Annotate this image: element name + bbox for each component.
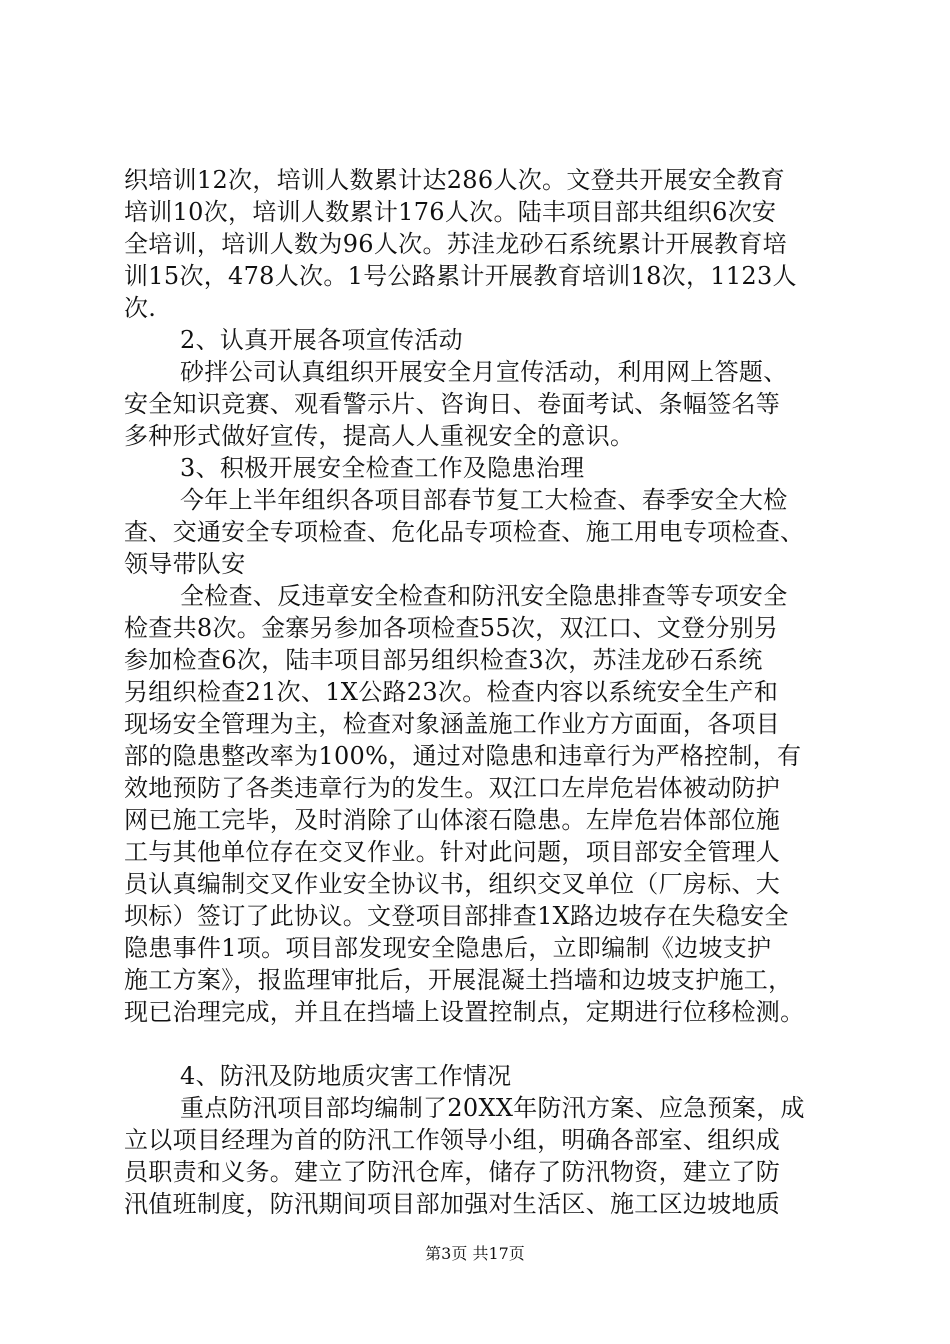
page-number-footer: 第3页 共17页 bbox=[425, 1244, 525, 1263]
text-line: 员职责和义务。建立了防汛仓库，储存了防汛物资，建立了防 bbox=[124, 1158, 781, 1186]
text-line: 网已施工完毕，及时消除了山体滚石隐患。左岸危岩体部位施 bbox=[124, 806, 781, 834]
body-text bbox=[124, 164, 836, 1220]
text-line: 现场安全管理为主，检查对象涵盖施工作业方方面面，各项目 bbox=[124, 710, 781, 738]
text-line: 织培训12次，培训人数累计达286人次。文登共开展安全教育 bbox=[124, 166, 786, 194]
text-line: 全检查、反违章安全检查和防汛安全隐患排查等专项安全 bbox=[180, 582, 788, 610]
section-heading: 2、认真开展各项宣传活动 bbox=[180, 326, 463, 354]
text-line: 效地预防了各类违章行为的发生。双江口左岸危岩体被动防护 bbox=[124, 774, 781, 802]
text-line: 员认真编制交叉作业安全协议书，组织交叉单位（厂房标、大 bbox=[124, 870, 781, 898]
text-line: 多种形式做好宣传，提高人人重视安全的意识。 bbox=[124, 422, 635, 450]
text-line: 立以项目经理为首的防汛工作领导小组，明确各部室、组织成 bbox=[124, 1126, 781, 1154]
text-line: 检查共8次。金寨另参加各项检查55次，双江口、文登分别另 bbox=[124, 614, 779, 642]
text-line: 工与其他单位存在交叉作业。针对此问题，项目部安全管理人 bbox=[124, 838, 781, 866]
text-line: 汛值班制度，防汛期间项目部加强对生活区、施工区边坡地质 bbox=[124, 1190, 781, 1218]
text-line: 另组织检查21次、1X公路23次。检查内容以系统安全生产和 bbox=[124, 678, 779, 706]
section-heading: 4、防汛及防地质灾害工作情况 bbox=[180, 1062, 512, 1090]
text-line: 训15次，478人次。1号公路累计开展教育培训18次，1123人 bbox=[124, 262, 797, 290]
section-heading: 3、积极开展安全检查工作及隐患治理 bbox=[180, 454, 585, 482]
text-line: 全培训，培训人数为96人次。苏洼龙砂石系统累计开展教育培 bbox=[124, 230, 787, 258]
text-line: 施工方案》，报监理审批后，开展混凝土挡墙和边坡支护施工， bbox=[124, 966, 793, 994]
text-line: 今年上半年组织各项目部春节复工大检查、春季安全大检 bbox=[180, 486, 788, 514]
text-line: 安全知识竞赛、观看警示片、咨询日、卷面考试、条幅签名等 bbox=[124, 390, 781, 418]
text-line: 次. bbox=[124, 294, 157, 322]
text-line: 隐患事件1项。项目部发现安全隐患后，立即编制《边坡支护 bbox=[124, 934, 772, 962]
text-line: 坝标）签订了此协议。文登项目部排查1X路边坡存在失稳安全 bbox=[124, 902, 789, 930]
text-line: 部的隐患整改率为100%，通过对隐患和违章行为严格控制，有 bbox=[124, 742, 802, 770]
text-line: 砂拌公司认真组织开展安全月宣传活动，利用网上答题、 bbox=[180, 358, 788, 386]
text-line: 现已治理完成，并且在挡墙上设置控制点，定期进行位移检测。 bbox=[124, 998, 805, 1026]
text-line: 参加检查6次，陆丰项目部另组织检查3次，苏洼龙砂石系统 bbox=[124, 646, 763, 674]
text-line: 培训10次，培训人数累计176人次。陆丰项目部共组织6次安 bbox=[124, 198, 777, 226]
text-line: 重点防汛项目部均编制了20XX年防汛方案、应急预案，成 bbox=[180, 1094, 805, 1122]
text-line: 查、交通安全专项检查、危化品专项检查、施工用电专项检查、 bbox=[124, 518, 805, 546]
text-line: 领导带队安 bbox=[124, 550, 246, 578]
